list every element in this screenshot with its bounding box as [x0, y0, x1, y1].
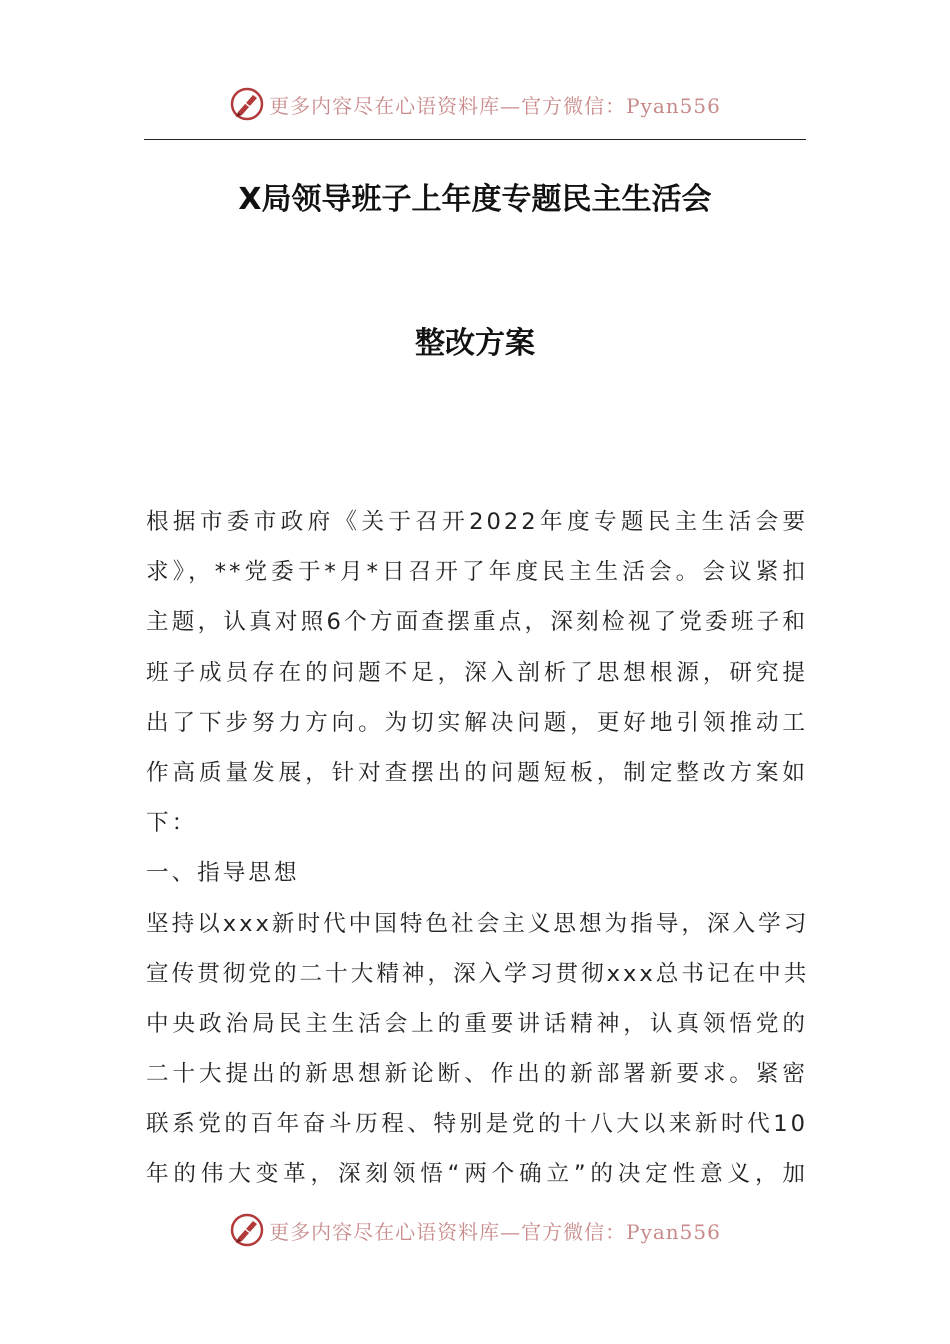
body-line: 主题，认真对照6个方面查摆重点，深刻检视了党委班子和 [146, 609, 808, 636]
header-banner [0, 84, 950, 124]
body-line: 出了下步努力方向。为切实解决问题，更好地引领推动工 [146, 709, 808, 736]
document-title: X局领导班子上年度专题民主生活会 [238, 182, 712, 217]
body-line: 班子成员存在的问题不足，深入剖析了思想根源，研究提 [146, 659, 808, 686]
body-line: 年的伟大变革，深刻领悟“两个确立”的决定性意义，加 [146, 1161, 808, 1188]
header-divider [144, 139, 806, 140]
body-line: 根据市委市政府《关于召开2022年度专题民主生活会要 [146, 509, 808, 535]
body-line: 求》，**党委于*月*日召开了年度民主生活会。会议紧扣 [146, 559, 808, 586]
document-subtitle: 整改方案 [415, 326, 535, 361]
body-line: 二十大提出的新思想新论断、作出的新部署新要求。紧密 [146, 1061, 808, 1088]
body-line: 下： [146, 810, 198, 837]
body-line: 中央政治局民主生活会上的重要讲话精神，认真领悟党的 [146, 1010, 808, 1037]
body-line: 坚持以xxx新时代中国特色社会主义思想为指导，深入学习 [146, 910, 810, 937]
section-heading: 一、指导思想 [146, 860, 300, 887]
footer-banner [0, 1210, 950, 1250]
header-wechat-id: Pyan556 [626, 93, 721, 118]
body-line: 联系党的百年奋斗历程、特别是党的十八大以来新时代10 [146, 1111, 808, 1138]
document-body [146, 497, 808, 1200]
body-line: 作高质量发展，针对查摆出的问题短板，制定整改方案如 [146, 759, 808, 786]
header-banner-text: 更多内容尽在心语资料库—官方微信： [269, 93, 627, 118]
footer-banner-text: 更多内容尽在心语资料库—官方微信： [269, 1219, 627, 1244]
footer-wechat-id: Pyan556 [626, 1219, 721, 1244]
pen-logo-icon [229, 1212, 265, 1248]
pen-logo-icon [229, 86, 265, 122]
body-line: 宣传贯彻党的二十大精神，深入学习贯彻xxx总书记在中共 [146, 960, 810, 987]
